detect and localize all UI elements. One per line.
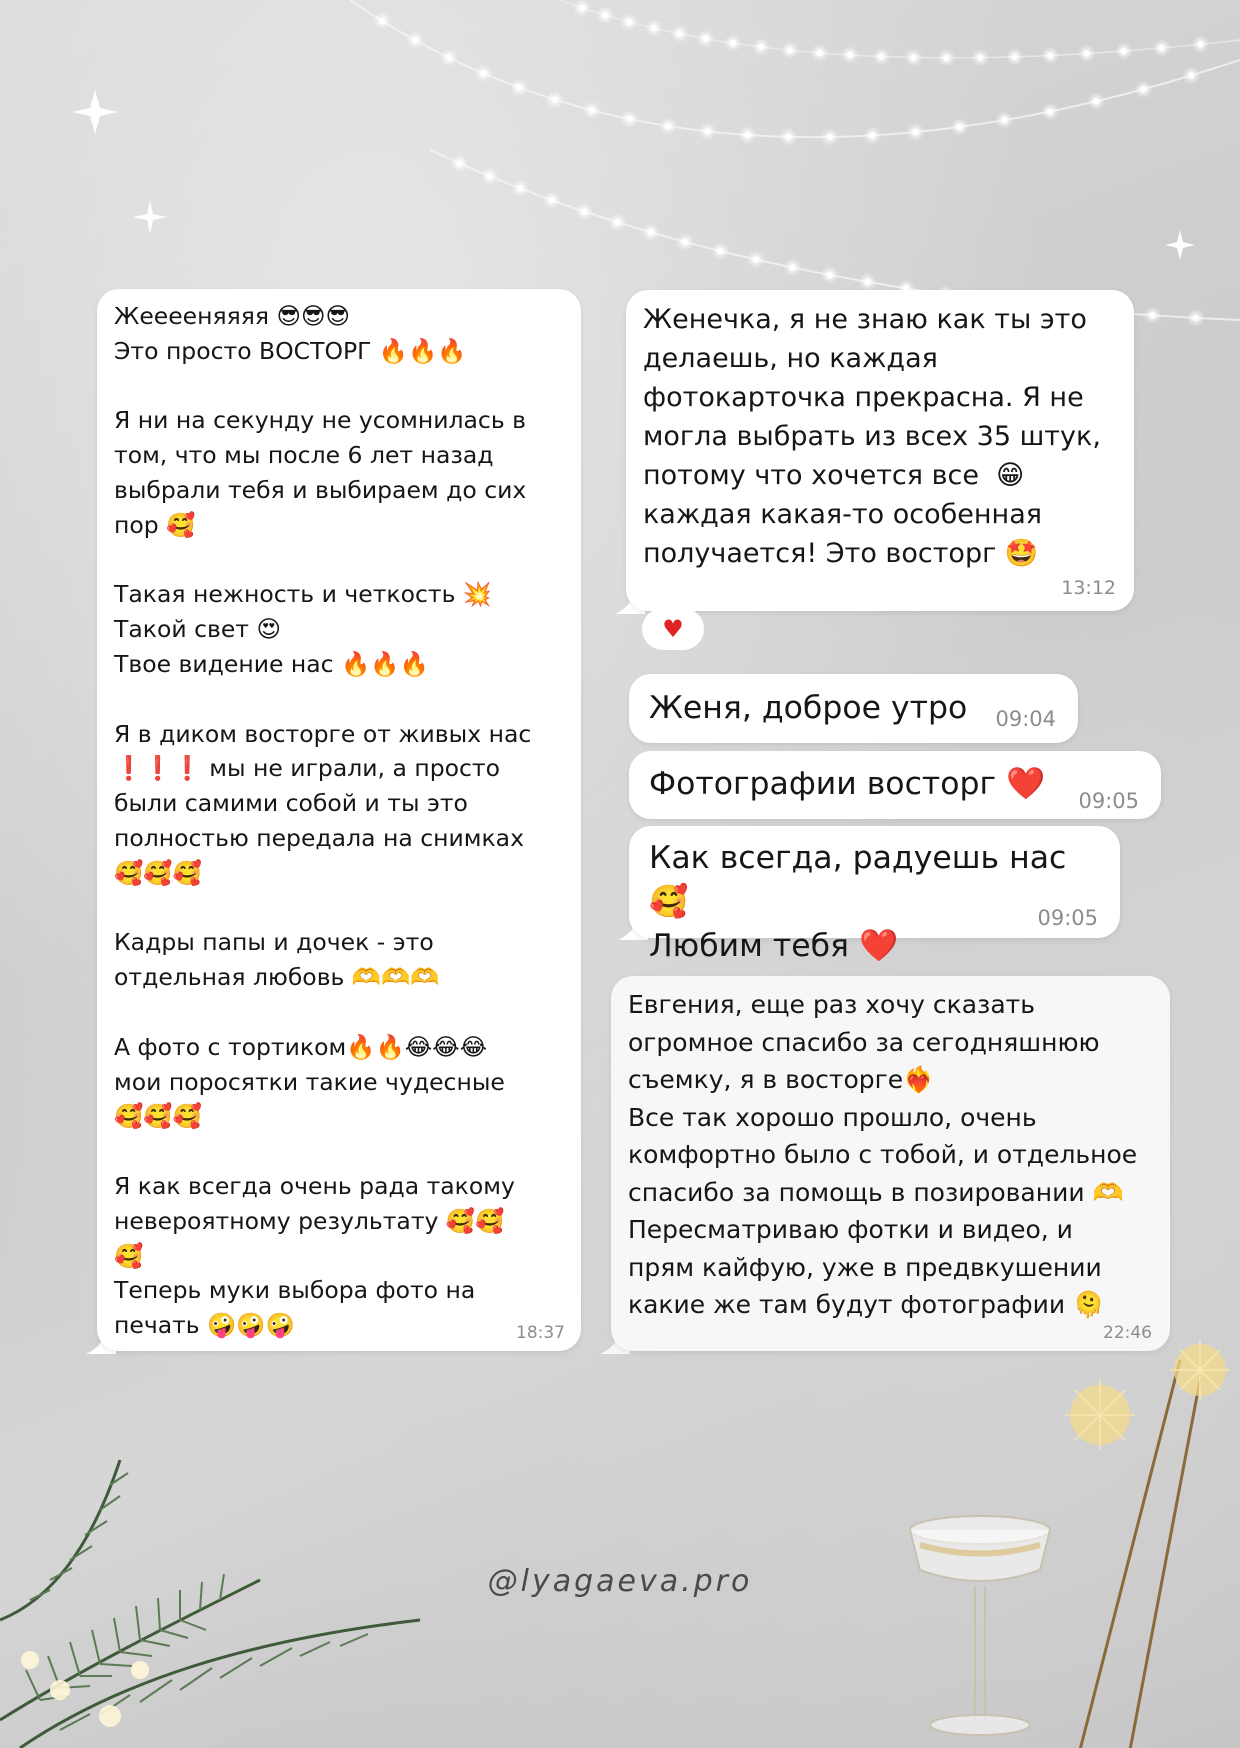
light-bulb <box>956 124 962 130</box>
light-bulb <box>1158 45 1164 51</box>
light-bulb <box>977 54 983 60</box>
message-timestamp: 22:46 <box>1103 1323 1152 1343</box>
light-bulb <box>826 272 832 278</box>
heart-reaction-badge[interactable] <box>642 608 704 650</box>
message-text: Фотографии восторг ❤️ <box>649 766 1046 802</box>
light-bulb <box>787 47 793 53</box>
light-bulb <box>665 123 671 129</box>
light-bulb <box>517 185 523 191</box>
message-timestamp: 09:04 <box>995 707 1056 731</box>
light-bulb <box>703 35 709 41</box>
light-bulb <box>602 12 608 18</box>
light-bulb <box>589 107 595 113</box>
heart-icon: ♥ <box>662 615 684 643</box>
message-bubble-incoming[interactable] <box>629 674 1078 743</box>
light-bulb <box>816 50 822 56</box>
message-bubble-incoming[interactable] <box>629 826 1120 964</box>
light-bulb <box>827 134 833 140</box>
light-bulb <box>1197 41 1203 47</box>
light-bulb <box>1093 98 1099 104</box>
light-bulb <box>704 128 710 134</box>
light-bulb <box>943 55 949 61</box>
message-bubble-incoming[interactable] <box>626 290 1134 611</box>
light-bulb <box>1193 315 1199 321</box>
light-bulb <box>1001 117 1007 123</box>
light-bulb <box>456 160 462 166</box>
light-bulb <box>758 44 764 50</box>
message-text: Как всегда, радуешь нас🥰 Любим тебя ❤️ <box>649 840 1067 964</box>
message-bubble-incoming[interactable] <box>629 751 1161 819</box>
light-bulb <box>581 208 587 214</box>
light-bulb <box>614 219 620 225</box>
message-timestamp: 18:37 <box>516 1323 565 1343</box>
light-bulb <box>1083 50 1089 56</box>
light-bulb <box>717 248 723 254</box>
light-bulb <box>1012 54 1018 60</box>
light-bulb <box>486 173 492 179</box>
message-timestamp: 09:05 <box>1037 906 1098 930</box>
message-timestamp: 13:12 <box>1061 577 1116 599</box>
champagne-glass-decoration <box>900 1320 1240 1748</box>
light-bulb <box>651 25 657 31</box>
light-bulb <box>676 30 682 36</box>
light-bulb <box>785 134 791 140</box>
message-text: Женя, доброе утро <box>649 690 968 726</box>
light-bulb <box>1047 52 1053 58</box>
light-bulb <box>626 116 632 122</box>
light-bulb <box>1149 312 1155 318</box>
light-bulb <box>869 132 875 138</box>
light-bulb <box>878 53 884 59</box>
light-bulb <box>753 256 759 262</box>
light-bulb <box>912 129 918 135</box>
light-bulb <box>864 279 870 285</box>
light-bulb <box>1140 86 1146 92</box>
light-bulb <box>1188 72 1194 78</box>
light-bulb <box>626 19 632 25</box>
message-text: Евгения, еще раз хочу сказать огромное спасибо за сегодняшнюю съемку, я в восторге❤️‍🔥 Все так хорошо прошло, очень комфортно было с тобой, и отдельное спасибо за помощь в позировании 🫶 Пересматриваю фотки и видео, и прям кайфую, уже в предвкушении какие же там будут фотографии 🫠 <box>628 990 1138 1319</box>
message-bubble-incoming[interactable] <box>97 289 581 1351</box>
light-bulb <box>480 70 486 76</box>
message-text: Жееееняяяя 😎😎😎 Это просто ВОСТОРГ 🔥🔥🔥 Я ни на секунду не усомнилась в том, что мы после 6 лет назад выбрали тебя и выбираем до сих пор 🥰 Такая нежность и четкость 💥 Такой свет 😍 Твое видение нас 🔥🔥🔥 Я в диком восторге от живых нас ❗❗❗ мы не играли, а просто были самими собой и ты это полностью передала на снимках 🥰🥰🥰 Кадры папы и дочек - это отдельная любовь 🫶🫶🫶 А фото с тортиком🔥🔥😂😂😂 мои поросятки такие чудесные 🥰🥰🥰 Я как всегда очень рада такому невероятному результату 🥰🥰 🥰 Теперь муки выбора фото на печать 🤪🤪🤪 <box>114 302 532 1340</box>
light-bulb <box>744 132 750 138</box>
light-bulb <box>516 84 522 90</box>
instagram-handle: @lyagaeva.pro <box>487 1564 753 1599</box>
light-bulb <box>579 5 585 11</box>
message-bubble-incoming[interactable] <box>611 976 1170 1351</box>
light-bulb <box>412 37 418 43</box>
light-bulb <box>1121 48 1127 54</box>
light-bulb <box>730 40 736 46</box>
message-text: Женечка, я не знаю как ты это делаешь, но каждая фотокарточка прекрасна. Я не могла выбрать из всех 35 штук, потому что хочется все 😁 каждая какая-то особенная получается! Это восторг 🤩 <box>643 304 1101 569</box>
light-bulb <box>789 264 795 270</box>
light-bulb <box>1047 108 1053 114</box>
light-bulb <box>648 229 654 235</box>
light-bulb <box>552 96 558 102</box>
light-bulb <box>910 54 916 60</box>
light-bulb <box>549 197 555 203</box>
light-bulb <box>682 239 688 245</box>
light-bulb <box>847 52 853 58</box>
light-bulb <box>446 54 452 60</box>
message-timestamp: 09:05 <box>1078 789 1139 813</box>
light-bulb <box>379 18 385 24</box>
